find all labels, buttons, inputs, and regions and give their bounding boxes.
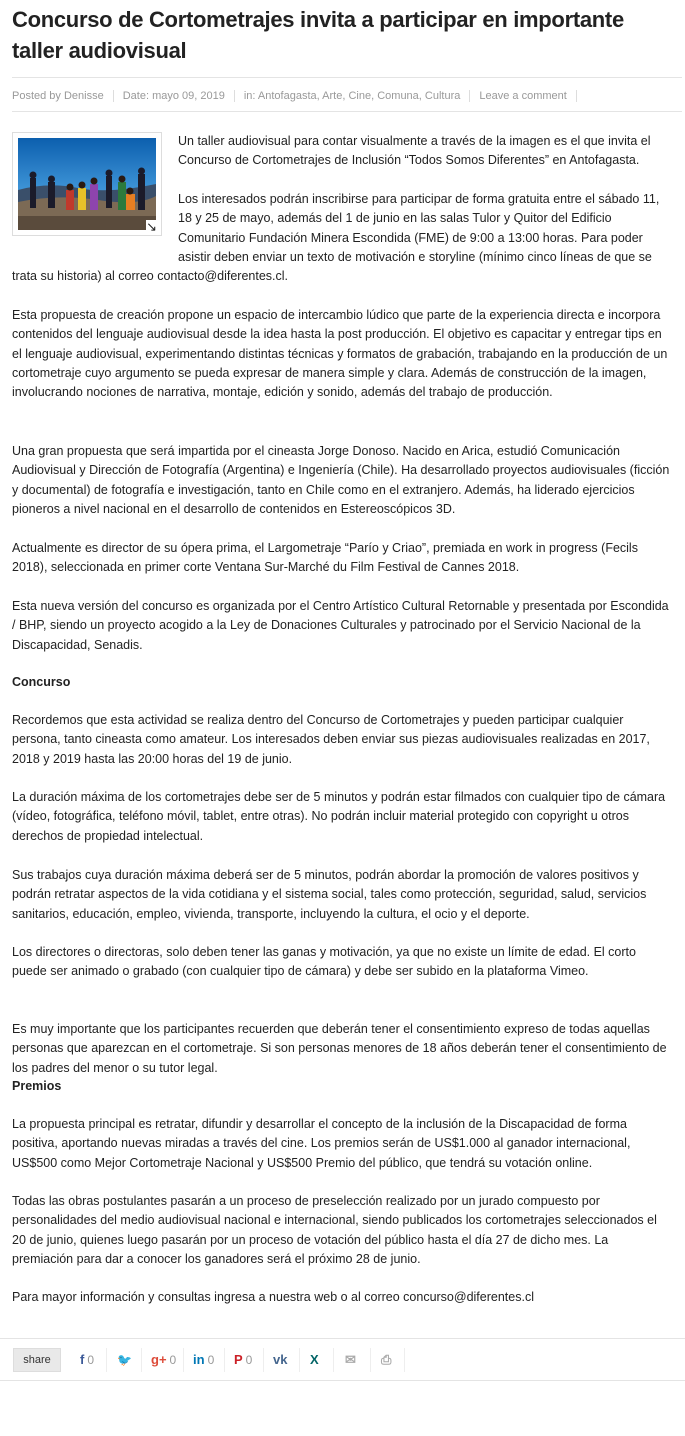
paragraph-duration: La duración máxima de los cortometrajes debe ser de 5 minutos y podrán estar filmados con cualquier tipo de cámara (vídeo, fotográfica, teléfono móvil, tablet, entre otras). No podrán incluir material protegido con copyright u otros derechos de propiedad intelectual.: [12, 790, 666, 843]
posted-by: Posted by Denisse: [12, 90, 104, 102]
linkedin-share[interactable]: [193, 1351, 214, 1369]
share-separator: [263, 1348, 264, 1372]
featured-image[interactable]: [12, 132, 162, 236]
print-share[interactable]: [381, 1351, 391, 1369]
paragraph-director: Actualmente es director de su ópera prima, el Largometraje “Parío y Criao”, premiada en work in progress (Fecils 2018), seleccionada en primer corte Ventana Sur-Marché du Film Festival de Cannes 2018.: [12, 541, 638, 575]
paragraph-topics: Sus trabajos cuya duración máxima deberá ser de 5 minutos, podrán abordar la promoción de valores positivos y podrán retratar aspectos de la vida cotidiana y el sistema social, tales como protección, seguridad, salud, servicios sanitarios, educación, empleo, vivienda, transporte, incluyendo la cultura, el ocio y el deporte.: [12, 868, 647, 921]
paragraph-directors: Los directores o directoras, solo deben tener las ganas y motivación, ya que no existe un límite de edad. El corto puede ser animado o grabado (con cualquier tipo de cámara) y debe ser subido en la plataforma Vimeo.: [12, 945, 636, 979]
meta-separator: [234, 90, 235, 102]
googleplus-count: 0: [169, 1353, 177, 1367]
leave-comment-link[interactable]: Leave a comment: [479, 90, 567, 102]
share-separator: [299, 1348, 300, 1372]
twitter-share[interactable]: [117, 1351, 132, 1369]
meta-separator: [113, 90, 114, 102]
facebook-icon: f: [80, 1352, 85, 1367]
share-separator: [106, 1348, 107, 1372]
paragraph-registration-end: trata su historia) al correo contacto@diferentes.cl.: [12, 269, 289, 283]
share-divider-top: [0, 1338, 685, 1339]
share-separator: [333, 1348, 334, 1372]
googleplus-share[interactable]: [151, 1351, 176, 1369]
category-comuna[interactable]: Comuna: [377, 90, 419, 102]
meta-separator: [469, 90, 470, 102]
email-share[interactable]: [345, 1351, 356, 1369]
share-separator: [183, 1348, 184, 1372]
googleplus-icon: g+: [151, 1352, 167, 1367]
paragraph-selection: Todas las obras postulantes pasarán a un proceso de preselección realizado por un jurado compuesto por personalidades del medio audiovisual nacional e internacional, siendo publicados los cortometrajes seleccionados el 20 de junio, quienes luego pasarán por un proceso de votación del público hasta el día 27 de dicho mes. La premiación para dar a conocer los ganadores será el próximo 28 de junio.: [12, 1194, 657, 1266]
category-arte[interactable]: Arte: [322, 90, 343, 102]
paragraph-instructor: Una gran propuesta que será impartida por el cineasta Jorge Donoso. Nacido en Arica, estudió Comunicación Audiovisual y Dirección de Fotografía (Argentina) e Ingeniería (Chile). Ha desarrollado proyectos audiovisuales (ficción y documental) de fotografía e investigación, tanto en Chile como en el extranjero. Además, ha liderado ejercicios pioneros a nivel nacional en el desarrollo de contenidos en Estereoscópicos 3D.: [12, 444, 670, 516]
meta-divider-top: [12, 77, 682, 78]
share-separator: [370, 1348, 371, 1372]
share-separator: [141, 1348, 142, 1372]
pinterest-count: 0: [245, 1353, 253, 1367]
paragraph-participation: Recordemos que esta actividad se realiza dentro del Concurso de Cortometrajes y pueden participar cualquier persona, tanto cineasta como amateur. Los interesados deben enviar sus piezas audiovisuales realizadas en 2017, 2018 y 2019 hasta las 20:00 horas del 19 de junio.: [12, 713, 650, 766]
paragraph-organizers: Esta nueva versión del concurso es organizada por el Centro Artístico Cultural Retornable y presentada por Escondida / BHP, siendo un proyecto acogido a la Ley de Donaciones Culturales y patrocinado por el Servicio Nacional de la Discapacidad, Senadis.: [12, 599, 669, 652]
xing-icon: X: [310, 1352, 319, 1367]
categories-label: in:: [243, 90, 258, 102]
paragraph-consent: Es muy importante que los participantes recuerden que deberán tener el consentimiento expreso de todas aquellas personas que aparezcan en el cortometraje. Si son personas menores de 18 años deberán tener el consentimiento de los padres del menor o su tutor legal.: [12, 1022, 667, 1075]
xing-share[interactable]: [310, 1351, 319, 1369]
category-cultura[interactable]: Cultura: [424, 90, 461, 102]
vk-icon: vk: [273, 1352, 288, 1367]
pinterest-share[interactable]: [234, 1351, 252, 1369]
paragraph-contact: Para mayor información y consultas ingresa a nuestra web o al correo concurso@diferentes.cl: [12, 1290, 534, 1304]
paragraph-prizes: La propuesta principal es retratar, difundir y desarrollar el concepto de la inclusión de la Discapacidad de forma positiva, aportando nuevas miradas a través del cine. Los premios serán de US$1.000 al ganador internacional, US$500 como Mejor Cortometraje Nacional y US$500 Premio del público, que tendrá su votación online.: [12, 1117, 631, 1170]
post-date: Date: mayo 09, 2019: [122, 90, 225, 102]
linkedin-icon: in: [193, 1352, 205, 1367]
share-divider-bottom: [0, 1380, 685, 1381]
paragraph-registration: Los interesados podrán inscribirse para participar de forma gratuita entre el sábado 11, 18 y 25 de mayo, además del 1 de junio en las salas Tulor y Quitor del Edificio Comunitario Fundación Minera Escondida (FME) de 9:00 a 13:00 horas. Para poder asistir deben enviar un texto de motivación e storyline (mínimo cinco líneas de que se: [178, 192, 660, 264]
pinterest-icon: P: [234, 1352, 243, 1367]
article-title: Concurso de Cortometrajes invita a participar en importante taller audiovisual: [12, 7, 624, 63]
meta-divider-bottom: [12, 111, 682, 112]
share-separator: [404, 1348, 405, 1372]
print-icon: ⎙: [381, 1352, 392, 1367]
featured-photo: [18, 138, 156, 230]
heading-concurso: Concurso: [12, 675, 71, 689]
expand-icon[interactable]: ↘: [146, 219, 157, 234]
heading-premios: Premios: [12, 1079, 62, 1093]
share-button[interactable]: share: [13, 1348, 61, 1372]
paragraph-intro: Un taller audiovisual para contar visualmente a través de la imagen es el que invita el Concurso de Cortometrajes de Inclusión “Todos Somos Diferentes” en Antofagasta.: [178, 134, 651, 168]
meta-separator: [576, 90, 577, 102]
paragraph-proposal: Esta propuesta de creación propone un espacio de intercambio lúdico que parte de la experiencia directa e incorpora contenidos del lenguaje audiovisual desde la idea hasta la post producción. El objetivo es capacitar y entregar tips en el lenguaje audiovisual, experimentando distintas técnicas y formatos de grabación, trabajando en la producción de un cortometraje cuyo argumento se pueda expresar de manera simple y clara. Además de construcción de la imagen, involucrando nociones de narrativa, montaje, edición y sonido, además del trabajo de producción.: [12, 308, 668, 400]
facebook-count: 0: [87, 1353, 95, 1367]
vk-share[interactable]: [273, 1351, 287, 1369]
share-separator: [224, 1348, 225, 1372]
category-cine[interactable]: Cine: [348, 90, 372, 102]
facebook-share[interactable]: [80, 1351, 94, 1369]
twitter-icon: 🐦: [117, 1353, 132, 1367]
post-meta: Posted by Denisse Date: mayo 09, 2019 in: Antofagasta, Arte, Cine, Comuna, Cultura Leave a comment: [12, 88, 682, 104]
linkedin-count: 0: [207, 1353, 215, 1367]
email-icon: ✉: [345, 1352, 356, 1367]
category-antofagasta[interactable]: Antofagasta: [257, 90, 317, 102]
